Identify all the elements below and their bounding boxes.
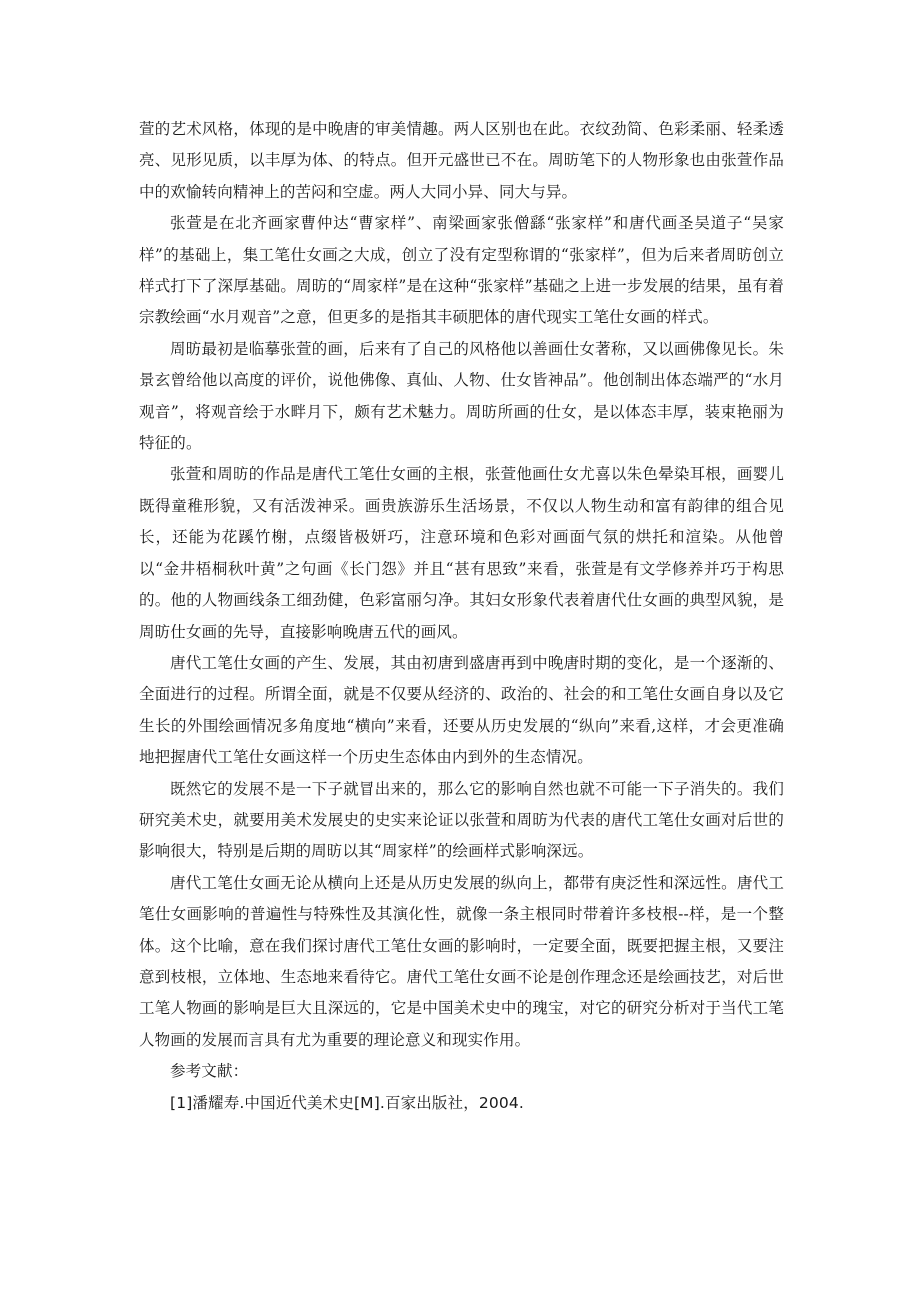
paragraph-influence: 既然它的发展不是一下子就冒出来的，那么它的影响自然也就不可能一下子消失的。我们研究美术史，就要用美术发展史的史实来论证以张萱和周昉为代表的唐代工笔仕女画对后世的影响很大，特别是后期的周昉以其“周家样”的绘画样式影响深远。	[139, 779, 784, 861]
reference-item: [1]潘耀寿.中国近代美术史[M].百家出版社，2004.	[170, 1093, 525, 1112]
paragraph-conclusion: 唐代工笔仕女画无论从横向上还是从历史发展的纵向上，都带有庚泛性和深远性。唐代工笔仕女画影响的普遍性与特殊性及其演化性，就像一条主根同时带着许多枝根--样，是一个整体。这个比喻，意在我们探讨唐代工笔仕女画的影响时，一定要全面，既要把握主根，又要注意到枝根，立体地、生态地来看待它。唐代工笔仕女画不论是创作理念还是绘画技艺，对后世工笔人物画的影响是巨大且深远的，它是中国美术史中的瑰宝，对它的研究分析对于当代工笔人物画的发展而言具有尤为重要的理论意义和现实作用。	[139, 873, 784, 1049]
paragraph-continued: 萱的艺术风格，体现的是中晚唐的审美情趣。两人区别也在此。衣纹劲简、色彩柔丽、轻柔透亮、见形见质，以丰厚为体、的特点。但开元盛世已不在。周昉笔下的人物形象也由张萱作品中的欢愉转向精神上的苦闷和空虚。两人大同小异、同大与异。	[139, 120, 784, 201]
paragraph-zhang-style-origin: 张萱是在北齐画家曹仲达“曹家样”、南梁画家张僧繇“张家样”和唐代画圣吴道子“吴家样”的基础上，集工笔仕女画之大成，创立了没有定型称谓的“张家样”，但为后来者周昉创立样式打下了深厚基础。周昉的“周家样”是在这种“张家样”基础之上进一步发展的结果，虽有着宗教绘画“水月观音”之意，但更多的是指其丰硕肥体的唐代现实工笔仕女画的样式。	[139, 214, 784, 327]
references-heading: 参考文献：	[170, 1062, 249, 1081]
paragraph-zhang-and-zhou: 张萱和周昉的作品是唐代工笔仕女画的主根，张萱他画仕女尤喜以朱色晕染耳根，画婴儿既得童稚形貌，又有活泼神采。画贵族游乐生活场景，不仅以人物生动和富有韵律的组合见长，还能为花蹊竹榭，点缀皆极妍巧，注意环境和色彩对画面气氛的烘托和渲染。从他曾以“金井梧桐秋叶黄”之句画《长门怨》并且“甚有思致”来看，张萱是有文学修养并巧于构思的。他的人物画线条工细劲健，色彩富丽匀净。其妇女形象代表着唐代仕女画的典型风貌，是周昉仕女画的先导，直接影响晚唐五代的画风。	[139, 465, 784, 641]
paragraph-development: 唐代工笔仕女画的产生、发展，其由初唐到盛唐再到中晚唐时期的变化，是一个逐渐的、全面进行的过程。所谓全面，就是不仅要从经济的、政治的、社会的和工笔仕女画自身以及它生长的外围绘画情况多角度地“横向”来看，还要从历史发展的“纵向”来看,这样，才会更准确地把握唐代工笔仕女画这样一个历史生态体由内到外的生态情况。	[139, 653, 784, 767]
document-body	[139, 114, 784, 1119]
paragraph-zhou-fang: 周昉最初是临摹张萱的画，后来有了自己的风格他以善画仕女著称，又以画佛像见长。朱景玄曾给他以高度的评价，说他佛像、真仙、人物、仕女皆神品”。他创制出体态端严的“水月观音”，将观音绘于水畔月下，颇有艺术魅力。周昉所画的仕女，是以体态丰厚，装束艳丽为特征的。	[139, 339, 784, 453]
